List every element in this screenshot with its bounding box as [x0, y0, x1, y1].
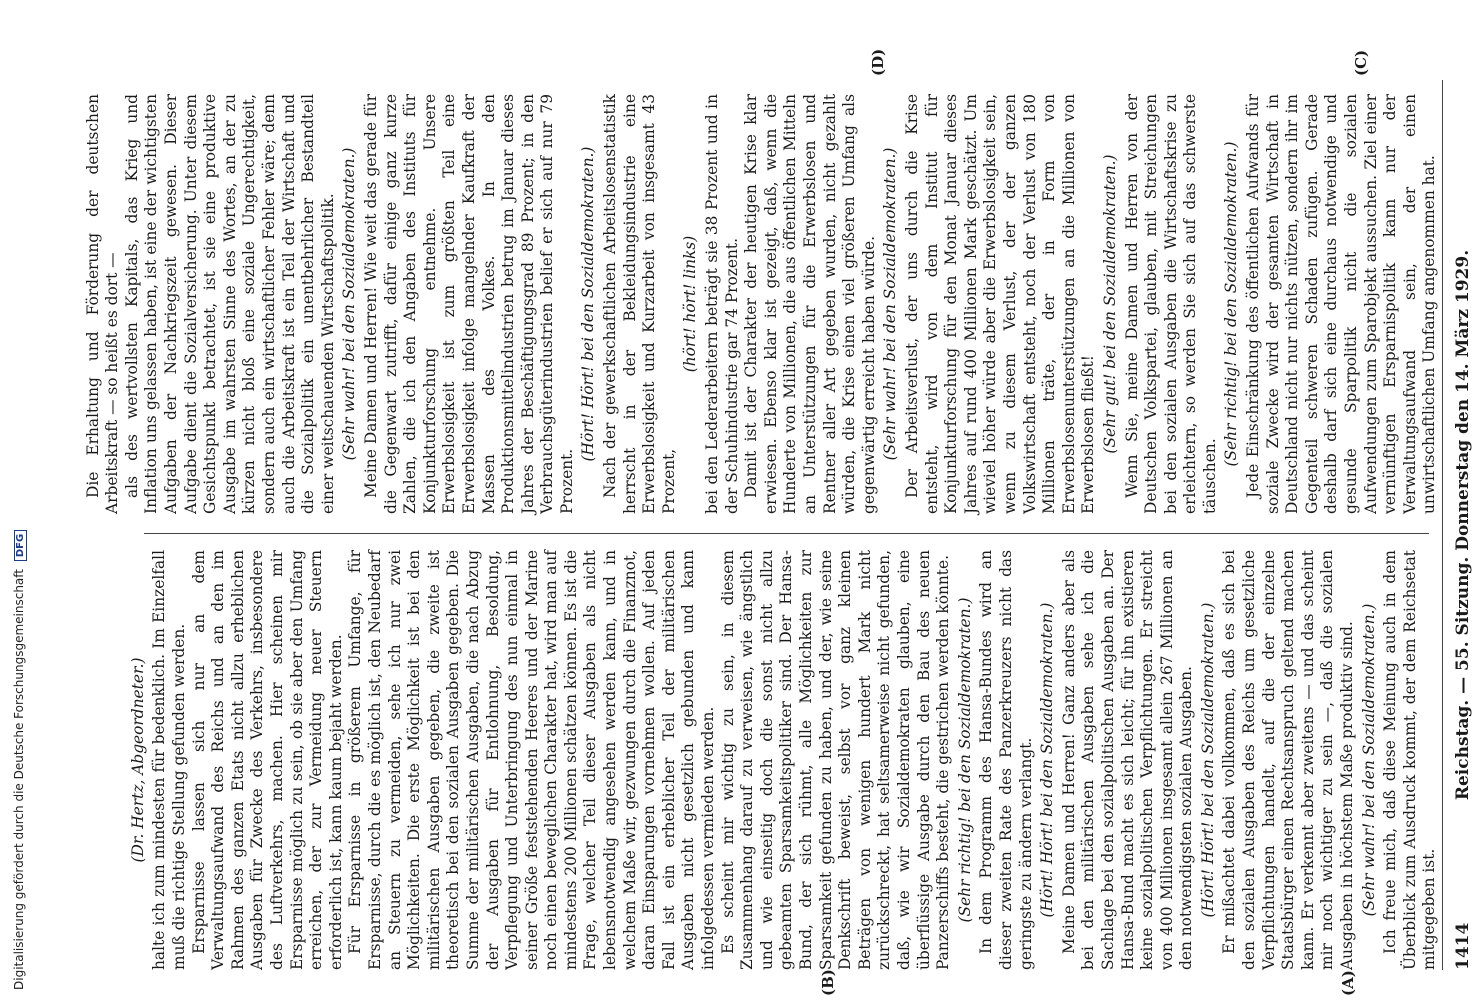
paragraph: bei den Lederarbeitern beträgt sie 38 Prozent und in der Schuhindustrie gar 74 Prozent. [703, 94, 741, 514]
paragraph: Jede Einschränkung des öffentlichen Aufwands für soziale Zwecke wird der gesamten Wirtschaft in Deutschland nicht nur nichts nützen, sondern ihr im Gegenteil schweren Schaden zufügen. Gerade deshalb darf sich eine durchaus notwendige und gesunde Sparpolitik nicht die sozialen Aufwendungen zum Sparobjekt aussuchen. Ziel einer vernünftigen Ersparnispolitik kann nur der Verwaltungsaufwand sein, der einen unwirtschaftlichen Umfang angenommen hat. [1244, 94, 1439, 514]
paragraph: Er mißachtet dabei vollkommen, daß es sich bei den sozialen Ausgaben des Reichs um gesetzliche Verpflichtungen handelt, auf die der einzelne Staatsbürger einen Rechtsanspruch geltend machen kann. Er verkennt aber zweitens — und das scheint mir noch wichtiger zu sein —, daß die sozialen Ausgaben in höchstem Maße produktiv sind. [1220, 550, 1357, 970]
quotation: als des wertvollsten Kapitals, das Krieg und Inflation uns gelassen haben, ist eine der wichtigsten Aufgaben der Nachkriegszeit gewesen. Dieser Aufgabe dient die Sozialversicherung. Unter diesem Gesichtspunkt betrachtet, ist sie eine produktive Ausgabe im wahrsten Sinne des Wortes, an der zu kürzen nicht bloß eine soziale Ungerechtigkeit, sondern auch ein wirtschaftlicher Fehler wäre; denn auch die Arbeitskraft ist ein Teil der Wirtschaft und die Sozialpolitik ein unentbehrlicher Bestandteil einer weitschauenden Wirtschaftspolitik. [122, 94, 337, 514]
paragraph: Meine Damen und Herren! Ganz anders aber als bei den militärischen Ausgaben sehe ich die Sachlage bei den sozialpolitischen Ausgaben an. Der Hansa-Bund macht es sich leicht; für ihn existieren keine sozialpolitischen Verpflichtungen. Er streicht von 400 Millionen insgesamt allein 267 Millionen an den notwendigsten sozialen Ausgaben. [1059, 550, 1196, 970]
paragraph: Der Arbeitsverlust, der uns durch die Krise entsteht, wird von dem Institut für Konjunkturforschung für den Monat Januar dieses Jahres auf rund 400 Millionen Mark geschätzt. Um wieviel höher würde aber die Erwerbslosigkeit sein, wenn zu diesem Verlust, der der ganzen Volkswirtschaft entsteht, noch der Verlust von 180 Millionen träte, der in Form von Erwerbslosenunterstützungen an die Millionen von Erwerbslosen fließt! [902, 94, 1098, 514]
paragraph: Es scheint mir wichtig zu sein, in diesem Zusammenhang darauf zu verweisen, wie ängstlich und wie einseitig doch die sonst nicht allzu gebeamten Sparsamkeitspolitiker sind. Der Hansa-Bund, der sich rühmt, alle Möglichkeiten zur Sparsamkeit gefunden zu haben, und der, wie seine Denkschrift beweist, selbst vor ganz kleinen Beträgen von wenigen hundert Mark nicht zurückschreckt, hat seltsamerweise nicht gefunden, daß, wie wir Sozialdemokraten glauben, eine überflüssige Ausgabe durch den Bau des neuen Panzerschiffs besteht, die gestrichen werden könnte. [718, 550, 953, 970]
interjection: (hört! hört! links) [681, 235, 700, 373]
interjection: (Hört! Hört! bei den Sozialdemokraten.) [1038, 602, 1057, 918]
paragraph: Damit ist der Charakter der heutigen Krise klar erwiesen. Ebenso klar ist gezeigt, daß, wenn die Hunderte von Millionen, die aus öffentlichen Mitteln an Unterstützungen für die Erwerbslosen und Rentner aller Art gegeben wurden, nicht gezahlt würden, die Krise einen viel größeren Umfang als gegenwärtig erreicht haben würde. [742, 94, 878, 514]
margin-marker-a: (A) [1339, 970, 1357, 996]
paragraph: Nach der gewerkschaftlichen Arbeitslosenstatistik herrscht in der Bekleidungsindustrie eine Erwerbslosigkeit und Kurzarbeit von insgesamt 43 Prozent, [601, 94, 678, 514]
header-rule [1442, 80, 1443, 970]
interjection: (Sehr richtig! bei den Sozialdemokraten.) [1222, 141, 1241, 467]
interjection: (Sehr richtig! bei den Sozialdemokraten.) [955, 597, 974, 923]
interjection: (Sehr wahr! bei den Sozialdemokraten.) [881, 147, 900, 461]
interjection: (Sehr wahr! bei den Sozialdemokraten.) [1359, 603, 1378, 917]
footer [0, 0, 26, 1000]
left-column [127, 550, 1440, 970]
interjection: (Hört! Hört! bei den Sozialdemokraten.) [1198, 602, 1217, 918]
margin-marker-c: (C) [1352, 49, 1370, 76]
funding-note: Digitalisierung gefördert durch die Deutsche Forschungsgemeinschaft [12, 568, 26, 990]
paragraph: halte ich zum mindesten für bedenklich. Im Einzelfall muß die richtige Stellung gefunden werden. [150, 550, 188, 970]
paragraph: Ersparnisse lassen sich nur an dem Verwaltungsaufwand des Reichs und an den im Rahmen des ganzen Etats nicht allzu erheblichen Ausgaben für Zwecke des Verkehrs, insbesondere des Luftverkehrs, machen. Hier scheinen mir Ersparnisse möglich zu sein, ob sie aber den Umfang erreichen, der zur Vermeidung neuer Steuern erforderlich ist, kann kaum bejaht werden. [189, 550, 345, 970]
rotated-page [83, 48, 1484, 1000]
paragraph: Wenn Sie, meine Damen und Herren von der Deutschen Volkspartei, glauben, mit Streichungen bei den sozialen Ausgaben die Wirtschaftskrise zu erleichtern, so werden Sie sich auf das schwerste täuschen. [1122, 94, 1219, 514]
speaker-label: (Dr. Hertz, Abgeordneter.) [128, 657, 147, 863]
page-number: 1414 [1453, 922, 1473, 970]
paragraph: Die Erhaltung und Förderung der deutschen Arbeitskraft — so heißt es dort — [83, 94, 122, 514]
interjection: (Hört! Hört! bei den Sozialdemokraten.) [579, 146, 598, 462]
interjection: (Sehr gut! bei den Sozialdemokraten.) [1100, 154, 1119, 454]
paragraph: Für Ersparnisse in größerem Umfange, für Ersparnisse, durch die es möglich ist, den Neubedarf an Steuern zu vermeiden, sehe ich nur zwei Möglichkeiten. Die erste Möglichkeit ist bei den militärischen Ausgaben gegeben, die zweite ist theoretisch bei den sozialen Ausgaben gegeben. Die Summe der militärischen Ausgaben, die nach Abzug der Ausgaben für Entlohnung, Besoldung, Verpflegung und Unterbringung des nun einmal in seiner Größe feststehenden Heeres und der Marine noch einen beweglichen Charakter hat, wird man auf mindestens 200 Millionen schätzen können. Es ist die Frage, welcher Teil dieser Ausgaben als nicht lebensnotwendig angesehen werden kann, und in welchem Maße wir, gezwungen durch die Finanznot, daran Einsparungen vornehmen wollen. Auf jeden Fall ist ein erheblicher Teil der militärischen Ausgaben nicht gesetzlich gebunden und kann infolgedessen vermieden werden. [346, 550, 718, 970]
margin-marker-b: (B) [819, 969, 837, 996]
paragraph: Ich freue mich, daß diese Meinung auch in dem Überblick zum Ausdruck kommt, der dem Reichsetat mitgegeben ist. [1381, 550, 1439, 970]
column-rule [144, 533, 1429, 534]
paragraph: In dem Programm des Hansa-Bundes wird an dieser zweiten Rate des Panzerkreuzers nicht das geringste zu ändern verlangt. [977, 550, 1035, 970]
footer-text-wrapper [12, 530, 27, 990]
margin-marker-d: (D) [869, 48, 887, 76]
interjection: (Sehr wahr! bei den Sozialdemokraten.) [340, 147, 359, 461]
right-column [84, 94, 1440, 514]
paragraph: Meine Damen und Herren! Wie weit das gerade für die Gegenwart zutrifft, dafür einige ganz kurze Zahlen, die ich den Angaben des Instituts für Konjunkturforschung entnehme. Unsere Erwerbslosigkeit ist zum größten Teil eine Erwerbslosigkeit infolge mangelnder Kaufkraft der Massen des Volkes. In den Produktionsmittelindustrien betrug im Januar dieses Jahres der Beschäftigungsgrad 89 Prozent; in den Verbrauchsgüterindustrien belief er sich auf nur 79 Prozent. [361, 94, 576, 514]
page-title: Reichstag. — 55. Sitzung. Donnerstag den 14. März 1929. [1453, 249, 1473, 801]
page-header [1454, 80, 1480, 970]
dfg-logo: DFG [14, 530, 27, 561]
